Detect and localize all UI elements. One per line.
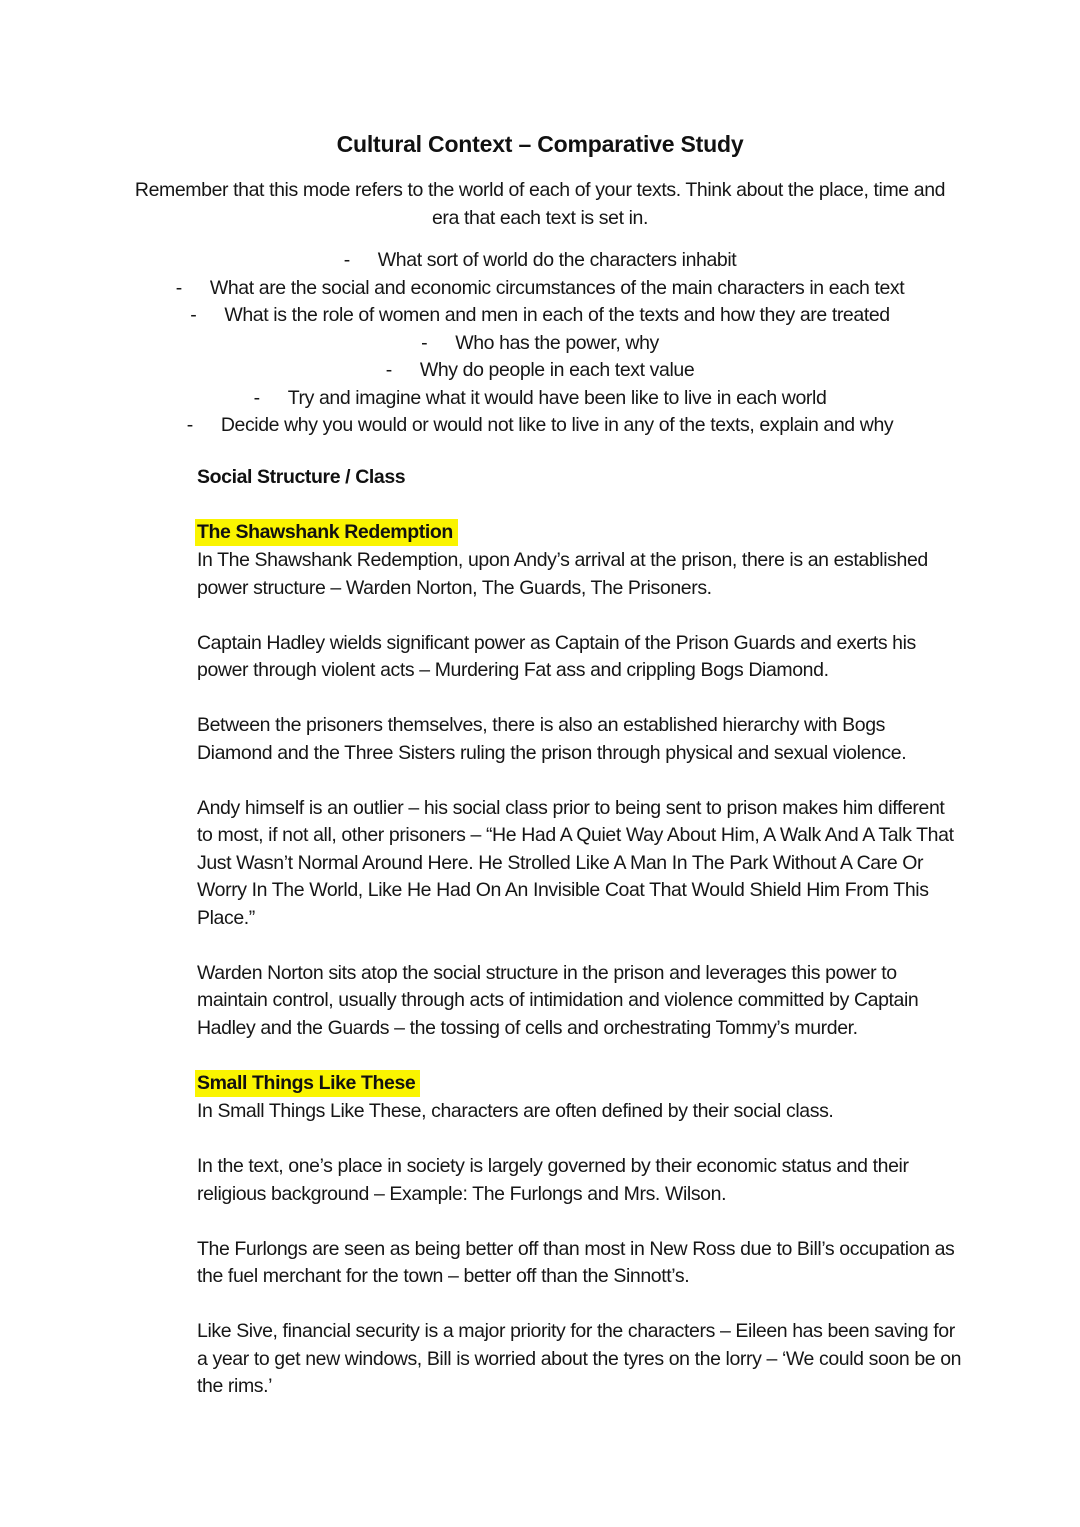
section-heading-social-structure: Social Structure / Class (197, 465, 406, 488)
bullet-item (140, 385, 940, 413)
bullet-item (140, 357, 940, 385)
bullet-dash-marker: - (421, 331, 428, 354)
bullet-text: Why do people in each text value (419, 359, 695, 381)
bullet-text: Decide why you would or would not like to live in any of the texts, explain and why (220, 414, 894, 436)
subsection-small-things (197, 1070, 963, 1401)
document-title: Cultural Context – Comparative Study (336, 131, 744, 157)
subsection-heading-small-things-highlight: Small Things Like These (195, 1070, 420, 1097)
subsection-heading-row (197, 1070, 963, 1098)
bullet-item (140, 247, 940, 275)
bullet-dash-marker: - (186, 414, 193, 436)
bullet-dash-marker: - (385, 359, 392, 381)
bullet-item (140, 275, 940, 303)
document-body (197, 464, 963, 1401)
bullet-item (140, 412, 940, 440)
bullet-text: Try and imagine what it would have been like to live in each world (287, 386, 827, 409)
paragraph: In The Shawshank Redemption, upon Andy’s arrival at the prison, there is an established power structure – Warden Norton, The Guards, The Prisoners. (197, 549, 928, 599)
bullet-dash-marker: - (253, 386, 260, 409)
subsection-heading-row (197, 519, 963, 547)
paragraph: Like Sive, financial security is a major priority for the characters – Eileen has been saving for a year to get new windows, Bill is worried about the tyres on the lorry – ‘We could soon be on the rims.’ (197, 1320, 962, 1397)
subsection-heading-shawshank-highlight: The Shawshank Redemption (195, 519, 458, 546)
paragraph: In the text, one’s place in society is largely governed by their economic status and their religious background – Example: The Furlongs and Mrs. Wilson. (197, 1155, 909, 1205)
paragraph: The Furlongs are seen as being better off than most in New Ross due to Bill’s occupation as the fuel merchant for the town – better off than the Sinnott’s. (197, 1237, 955, 1287)
paragraph: Andy himself is an outlier – his social class prior to being sent to prison makes him different to most, if not all, other prisoners – “He Had A Quiet Way About Him, A Walk And A Talk That Just Wasn’t Normal Around Here. He Strolled Like A Man In The Park Without A Care Or Worry In The World, Like He Had On An Invisible Coat That Would Shield Him From This Place.” (197, 796, 954, 929)
bullet-text: Who has the power, why (455, 331, 659, 354)
bullet-list (140, 247, 940, 440)
bullet-text: What is the role of women and men in each of the texts and how they are treated (224, 304, 890, 326)
paragraph: Warden Norton sits atop the social structure in the prison and leverages this power to maintain control, usually through acts of intimidation and violence committed by Captain Hadley and the Guards – the tossing of cells and orchestrating Tommy’s murder. (197, 961, 919, 1039)
bullet-dash-marker: - (175, 276, 182, 299)
paragraph: Captain Hadley wields significant power as Captain of the Prison Guards and exerts his power through violent acts – Murdering Fat ass and crippling Bogs Diamond. (197, 631, 916, 681)
bullet-item (140, 302, 940, 330)
paragraph: In Small Things Like These, characters are often defined by their social class. (197, 1100, 834, 1122)
intro-paragraph: Remember that this mode refers to the world of each of your texts. Think about the place, time and era that each text is set in. (134, 179, 946, 229)
bullet-item (140, 330, 940, 358)
bullet-text: What sort of world do the characters inhabit (377, 249, 737, 271)
bullet-dash-marker: - (343, 249, 350, 271)
paragraph: Between the prisoners themselves, there is also an established hierarchy with Bogs Diamond and the Three Sisters ruling the prison through physical and sexual violence. (197, 714, 907, 764)
subsection-shawshank (197, 519, 963, 1043)
bullet-dash-marker: - (190, 304, 197, 326)
bullet-text: What are the social and economic circumstances of the main characters in each text (209, 276, 905, 299)
